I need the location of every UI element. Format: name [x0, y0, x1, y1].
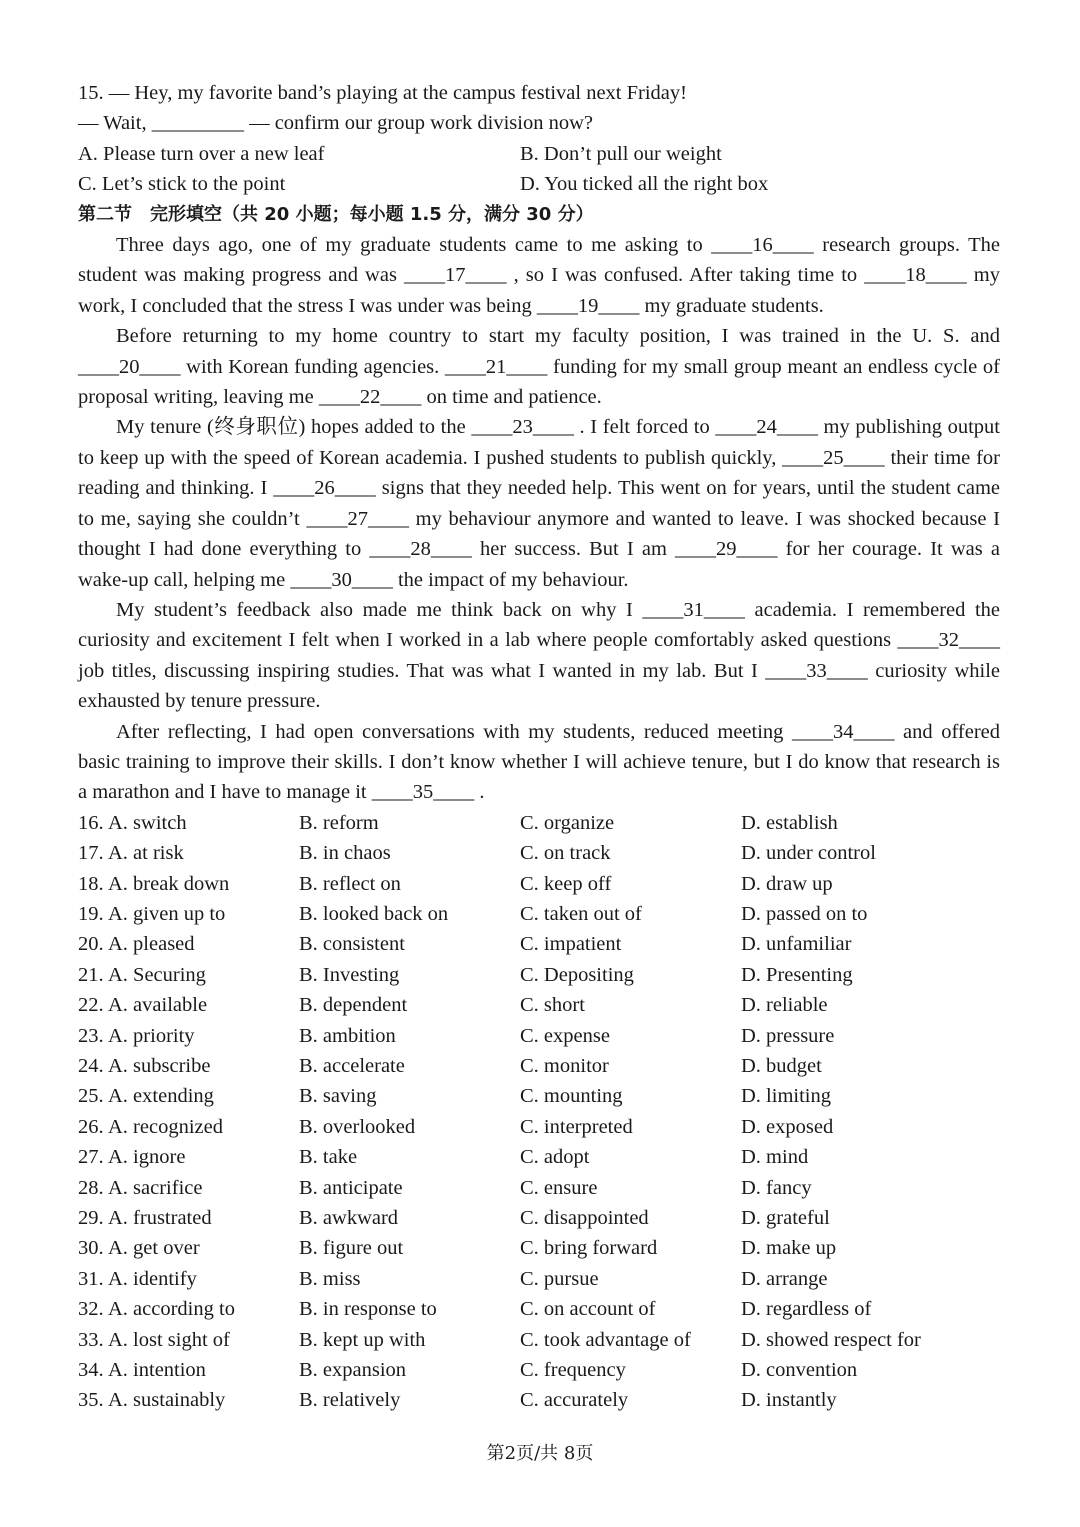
option-a: A. recognized	[108, 1115, 223, 1138]
option-a: A. intention	[108, 1359, 206, 1382]
option-d: D. grateful	[741, 1207, 830, 1230]
option-c: C. accurately	[520, 1389, 629, 1412]
option-a: A. switch	[108, 811, 187, 834]
option-a: A. lost sight of	[108, 1328, 230, 1351]
option-b: B. saving	[299, 1085, 377, 1108]
option-c: C. adopt	[520, 1146, 590, 1169]
option-a: A. according to	[108, 1298, 235, 1321]
option-a: A. break down	[108, 872, 230, 895]
option-c: C. took advantage of	[520, 1328, 691, 1351]
option-d: D. pressure	[741, 1024, 835, 1047]
option-a: A. frustrated	[108, 1207, 212, 1230]
option-d: D. limiting	[741, 1085, 831, 1108]
option-a: A. priority	[108, 1024, 195, 1047]
option-c: C. disappointed	[520, 1207, 649, 1230]
option-b: B. in response to	[299, 1298, 437, 1321]
question-number: 27.	[78, 1146, 104, 1169]
option-c: C. short	[520, 994, 585, 1017]
passage-paragraph: Before returning to my home country to start my faculty position, I was trained in the U. S. and ____20____ with Korean funding agencies. ____21____ funding for my small group meant an endless cycle of proposal writing, leaving me ____22____ on time and patience.	[78, 325, 1000, 409]
option-c: C. taken out of	[520, 902, 642, 925]
option-row	[78, 1173, 1000, 1203]
q15-option-c: C. Let’s stick to the point	[78, 173, 286, 196]
option-b: B. ambition	[299, 1024, 396, 1047]
option-row	[78, 808, 1000, 838]
option-d: D. exposed	[741, 1115, 834, 1138]
option-d: D. regardless of	[741, 1298, 872, 1321]
option-d: D. fancy	[741, 1176, 812, 1199]
option-a: A. available	[108, 994, 208, 1017]
question-number: 25.	[78, 1085, 104, 1108]
question-number: 29.	[78, 1207, 104, 1230]
option-c: C. pursue	[520, 1267, 599, 1290]
q15-options-row-2	[78, 169, 1000, 199]
option-row	[78, 869, 1000, 899]
option-row	[78, 1385, 1000, 1415]
q15-reply: — Wait, _________ — confirm our group work division now?	[78, 112, 593, 135]
option-row	[78, 1264, 1000, 1294]
option-b: B. consistent	[299, 933, 405, 956]
q15-options-row-1	[78, 139, 1000, 169]
option-d: D. passed on to	[741, 902, 868, 925]
question-number: 24.	[78, 1055, 104, 1077]
option-d: D. showed respect for	[741, 1328, 921, 1351]
option-d: D. convention	[741, 1359, 858, 1382]
question-number: 23.	[78, 1024, 104, 1047]
option-d: D. make up	[741, 1237, 837, 1260]
option-b: B. take	[299, 1146, 358, 1169]
option-row	[78, 899, 1000, 929]
option-c: C. keep off	[520, 872, 612, 895]
option-c: C. frequency	[520, 1359, 626, 1382]
option-c: C. mounting	[520, 1085, 623, 1108]
option-row	[78, 929, 1000, 959]
option-row	[78, 1021, 1000, 1051]
question-number: 35.	[78, 1389, 104, 1412]
option-a: A. Securing	[108, 963, 206, 986]
question-number: 33.	[78, 1328, 104, 1351]
question-number: 34.	[78, 1359, 104, 1382]
option-row	[78, 990, 1000, 1020]
question-number: 17.	[78, 842, 104, 865]
option-c: C. expense	[520, 1024, 610, 1047]
question-number: 31.	[78, 1267, 104, 1290]
option-d: D. draw up	[741, 872, 833, 895]
option-a: A. identify	[108, 1267, 197, 1290]
option-a: A. pleased	[108, 933, 195, 956]
option-d: D. establish	[741, 811, 838, 834]
option-row	[78, 1081, 1000, 1111]
question-number: 19.	[78, 902, 104, 925]
option-row	[78, 1112, 1000, 1142]
question-number: 16.	[78, 811, 104, 834]
cloze-options-list	[78, 808, 1000, 1416]
option-b: B. looked back on	[299, 902, 449, 925]
q15-option-d: D. You ticked all the right box	[520, 173, 769, 196]
option-b: B. miss	[299, 1267, 361, 1290]
option-row	[78, 1233, 1000, 1263]
option-row	[78, 838, 1000, 868]
option-a: A. sustainably	[108, 1389, 226, 1412]
option-row	[78, 960, 1000, 990]
option-c: C. bring forward	[520, 1237, 658, 1260]
option-b: B. kept up with	[299, 1328, 426, 1351]
option-b: B. in chaos	[299, 842, 391, 865]
passage-paragraph: After reflecting, I had open conversations with my students, reduced meeting ____34____ and offered basic training to improve their skills. I don’t know whether I will achieve tenure, but I do know that research is a marathon and I have to manage it ____35____ .	[78, 720, 1000, 804]
option-d: D. Presenting	[741, 963, 853, 986]
option-d: D. arrange	[741, 1267, 828, 1290]
option-c: C. on track	[520, 842, 611, 865]
option-b: B. relatively	[299, 1389, 401, 1412]
question-number: 32.	[78, 1298, 104, 1321]
page-footer: 第2页/共 8页	[486, 1443, 594, 1464]
option-b: B. Investing	[299, 963, 400, 986]
option-a: A. at risk	[108, 842, 184, 865]
option-b: B. reform	[299, 811, 379, 834]
option-c: C. impatient	[520, 933, 622, 956]
option-a: A. sacrifice	[108, 1176, 203, 1199]
option-row	[78, 1142, 1000, 1172]
option-d: D. mind	[741, 1146, 809, 1169]
passage-paragraph: Three days ago, one of my graduate students came to me asking to ____16____ research groups. The student was making progress and was ____17____ , so I was confused. After taking time to ____18____ my work, I concluded that the stress I was under was being ____19____ my graduate students.	[78, 234, 1000, 317]
question-number: 30.	[78, 1237, 104, 1260]
option-row	[78, 1355, 1000, 1385]
option-a: A. extending	[108, 1085, 214, 1108]
question-number: 22.	[78, 994, 104, 1017]
option-c: C. on account of	[520, 1298, 656, 1321]
option-c: C. organize	[520, 811, 615, 834]
option-c: C. interpreted	[520, 1115, 633, 1138]
q15-option-a: A. Please turn over a new leaf	[78, 142, 325, 165]
option-row	[78, 1051, 1000, 1081]
exam-page	[78, 78, 1000, 1416]
option-b: B. anticipate	[299, 1176, 403, 1199]
option-d: D. instantly	[741, 1389, 837, 1412]
question-number: 21.	[78, 963, 104, 986]
passage-paragraph: My tenure (终身职位) hopes added to the ____23____ . I felt forced to ____24____ my publishing output to keep up with the speed of Korean academia. I pushed students to publish quickly, ____25____ their time for reading and thinking. I ____26____ signs that they needed help. This went on for years, until the student came to me, saying she couldn’t ____27____ my behaviour anymore and wanted to leave. I was shocked because I thought I had done everything to ____28____ her success. But I am ____29____ for her courage. It was a wake-up call, helping me ____30____ the impact of my behaviour.	[78, 416, 1000, 591]
option-b: B. overlooked	[299, 1115, 416, 1138]
option-a: A. ignore	[108, 1146, 186, 1169]
option-c: C. Depositing	[520, 963, 634, 986]
option-b: B. accelerate	[299, 1055, 405, 1077]
passage-paragraph: My student’s feedback also made me think back on why I ____31____ academia. I remembered the curiosity and excitement I felt when I worked in a lab where people comfortably asked questions ____32____ job titles, discussing inspiring studies. That was what I wanted in my lab. But I ____33____ curiosity while exhausted by tenure pressure.	[78, 598, 1000, 713]
option-c: C. monitor	[520, 1055, 609, 1077]
option-row	[78, 1325, 1000, 1355]
question-number: 18.	[78, 872, 104, 895]
option-a: A. get over	[108, 1237, 200, 1260]
option-row	[78, 1203, 1000, 1233]
option-a: A. given up to	[108, 902, 226, 925]
option-a: A. subscribe	[108, 1055, 211, 1077]
option-b: B. dependent	[299, 994, 408, 1017]
option-c: C. ensure	[520, 1176, 598, 1199]
option-row	[78, 1294, 1000, 1324]
option-d: D. budget	[741, 1055, 822, 1077]
q15-option-b: B. Don’t pull our weight	[520, 142, 722, 165]
option-d: D. under control	[741, 842, 876, 865]
question-number: 26.	[78, 1115, 104, 1138]
option-b: B. awkward	[299, 1207, 399, 1230]
section-heading: 第二节 完形填空（共 20 小题；每小题 1.5 分，满分 30 分）	[78, 203, 594, 225]
question-number: 20.	[78, 933, 104, 956]
option-d: D. unfamiliar	[741, 933, 852, 956]
q15-prompt: 15. — Hey, my favorite band’s playing at the campus festival next Friday!	[78, 82, 687, 104]
option-b: B. figure out	[299, 1237, 404, 1260]
question-number: 28.	[78, 1176, 104, 1199]
option-b: B. expansion	[299, 1359, 407, 1382]
cloze-passage	[78, 230, 1000, 808]
option-b: B. reflect on	[299, 872, 401, 895]
option-d: D. reliable	[741, 994, 828, 1017]
